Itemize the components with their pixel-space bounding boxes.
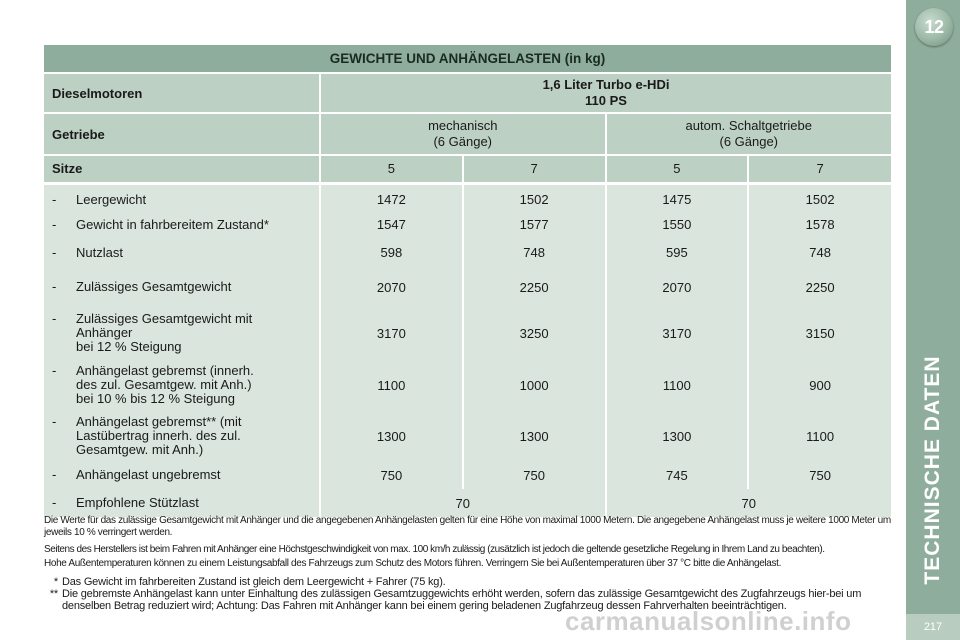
row-label-text — [76, 415, 319, 457]
row-label — [44, 411, 320, 461]
seats-value: 7 — [463, 155, 606, 183]
row-label-line: Anhängelast gebremst (innerh. — [76, 363, 254, 378]
row-label-line: bei 10 % bis 12 % Steigung — [76, 391, 235, 406]
row-label-item — [52, 496, 319, 510]
row-label-item — [52, 246, 319, 260]
row-label — [44, 307, 320, 359]
cell-value: 2070 — [606, 267, 749, 307]
engine-row — [44, 73, 891, 113]
table-title: GEWICHTE UND ANHÄNGELASTEN (in kg) — [44, 45, 891, 73]
row-label-line: Anhänger — [76, 325, 133, 340]
cell-value: 3170 — [320, 307, 463, 359]
cell-value: 1502 — [463, 183, 606, 211]
chapter-title: TECHNISCHE DATEN — [921, 355, 944, 585]
row-label — [44, 211, 320, 238]
cell-value: 1100 — [606, 359, 749, 411]
engine-value-line1: 1,6 Liter Turbo e-HDi — [542, 77, 670, 92]
table-row — [44, 183, 891, 211]
list-dash: - — [52, 311, 57, 326]
engine-label: Dieselmotoren — [44, 73, 320, 113]
cell-value: 70 — [606, 489, 892, 517]
cell-value: 750 — [320, 461, 463, 489]
table-row — [44, 238, 891, 267]
row-label — [44, 267, 320, 307]
row-label-text — [76, 468, 319, 482]
cell-value: 3250 — [463, 307, 606, 359]
table-title-row — [44, 45, 891, 73]
row-label — [44, 359, 320, 411]
row-label-line: Leergewicht — [76, 191, 147, 207]
seats-row — [44, 155, 891, 183]
cell-value: 1577 — [463, 211, 606, 238]
gearbox-row — [44, 113, 891, 155]
cell-value: 750 — [748, 461, 891, 489]
footnote-star-text: Das Gewicht im fahrbereiten Zustand ist gleich dem Leergewicht + Fahrer (75 kg). — [62, 576, 446, 588]
row-label-line: Gesamtgew. mit Anh.) — [76, 442, 204, 457]
list-dash: - — [52, 279, 57, 294]
seats-value: 5 — [320, 155, 463, 183]
cell-value: 2070 — [320, 267, 463, 307]
cell-value: 745 — [606, 461, 749, 489]
table-row — [44, 211, 891, 238]
row-label-line: Zulässiges Gesamtgewicht — [76, 279, 232, 294]
row-label-line: des zul. Gesamtgew. mit Anh.) — [76, 377, 252, 392]
row-label — [44, 461, 320, 489]
table-row — [44, 411, 891, 461]
cell-value: 1578 — [748, 211, 891, 238]
list-dash: - — [52, 414, 57, 429]
cell-value: 1300 — [606, 411, 749, 461]
seats-value: 5 — [606, 155, 749, 183]
cell-value: 1475 — [606, 183, 749, 211]
table-row — [44, 267, 891, 307]
row-label-text — [76, 312, 319, 354]
cell-value: 598 — [320, 238, 463, 267]
row-label-text — [76, 364, 319, 406]
row-label-item — [52, 312, 319, 354]
cell-value: 1547 — [320, 211, 463, 238]
engine-value — [320, 73, 891, 113]
gearbox-manual — [320, 113, 606, 155]
cell-value: 1472 — [320, 183, 463, 211]
gearbox-manual-line1: mechanisch — [428, 118, 498, 133]
gearbox-manual-line2: (6 Gänge) — [433, 134, 493, 149]
row-label-line: Zulässiges Gesamtgewicht mit — [76, 311, 253, 326]
page-number: 217 — [906, 614, 960, 640]
cell-value: 1000 — [463, 359, 606, 411]
cell-value: 2250 — [463, 267, 606, 307]
row-label-item — [52, 415, 319, 457]
list-dash: - — [52, 467, 57, 482]
cell-value: 1502 — [748, 183, 891, 211]
seats-value: 7 — [748, 155, 891, 183]
table-row — [44, 461, 891, 489]
cell-value: 3150 — [748, 307, 891, 359]
cell-value: 750 — [463, 461, 606, 489]
row-label — [44, 489, 320, 517]
cell-value: 2250 — [748, 267, 891, 307]
cell-value: 900 — [748, 359, 891, 411]
cell-value: 1100 — [748, 411, 891, 461]
footnote-altitude: Die Werte für das zulässige Gesamtgewicht mit Anhänger und die angegebenen Anhängelasten gelten für eine Höhe von maximal 1000 Metern. Die angegebene Anhängelast muss je weitere 1000 Meter um jeweils 10 % verringert werden. — [44, 515, 891, 538]
row-label-text: Empfohlene Stützlast — [76, 495, 199, 510]
footnote-double-star-text: Die gebremste Anhängelast kann unter Einhaltung des zulässigen Gesamtzuggewichts erhöht werden, sofern das zulässige Gesamtgewicht des Zugfahrzeugs hier-bei um denselben Betrag reduziert wird; Achtung: Das Fahren mit Anhänger kann bei einem gering beladenen Zugfahrzeug dessen Fahrverhalten beeinträchtigen. — [62, 588, 862, 612]
row-label-item — [52, 280, 319, 294]
row-label-text — [76, 193, 319, 207]
row-label-line: bei 12 % Steigung — [76, 339, 182, 354]
row-label-text — [76, 246, 319, 260]
footnote-temperature: Hohe Außentemperaturen können zu einem Leistungsabfall des Fahrzeugs zum Schutz des Motors führen. Verringern Sie bei Außentemperaturen über 37 °C bitte die Anhängelast. — [44, 558, 781, 569]
row-label-item — [52, 468, 319, 482]
chapter-number: 12 — [924, 16, 944, 37]
table-row — [44, 307, 891, 359]
cell-value: 1550 — [606, 211, 749, 238]
cell-value: 3170 — [606, 307, 749, 359]
seats-label: Sitze — [44, 155, 320, 183]
row-label-line: Anhängelast gebremst** (mit — [76, 414, 242, 429]
gearbox-label: Getriebe — [44, 113, 320, 155]
row-label-line: Nutzlast — [76, 244, 123, 260]
row-label-item — [52, 193, 319, 207]
list-dash: - — [52, 244, 57, 260]
row-label-line: Gewicht in fahrbereitem Zustand* — [76, 216, 269, 232]
gearbox-auto-line2: (6 Gänge) — [719, 134, 779, 149]
row-label-text — [76, 218, 319, 232]
footnote-star — [44, 576, 894, 588]
row-label-item — [52, 218, 319, 232]
watermark: carmanualsonline.info — [565, 606, 852, 636]
chapter-number-badge — [915, 8, 953, 46]
list-dash: - — [52, 363, 57, 378]
cell-value: 1300 — [320, 411, 463, 461]
gearbox-auto — [606, 113, 892, 155]
list-dash: - — [52, 495, 57, 510]
table-row — [44, 489, 891, 517]
footnote-speed: Seitens des Herstellers ist beim Fahren mit Anhänger eine Höchstgeschwindigkeit von max. 100 km/h zulässig (zusätzlich ist jedoch die geltende gesetzliche Regelung in Ihrem Land zu beachten). — [44, 544, 825, 555]
footnote-star-mark: * — [53, 576, 58, 588]
list-dash: - — [52, 191, 57, 207]
cell-value: 1100 — [320, 359, 463, 411]
row-label-line: Lastübertrag innerh. des zul. — [76, 428, 241, 443]
cell-value: 748 — [463, 238, 606, 267]
footnote-double-star-mark: ** — [49, 588, 58, 600]
cell-value: 70 — [320, 489, 606, 517]
row-label-line: Anhängelast ungebremst — [76, 467, 221, 482]
gearbox-auto-line1: autom. Schaltgetriebe — [685, 118, 812, 133]
cell-value: 1300 — [463, 411, 606, 461]
row-label-item — [52, 364, 319, 406]
cell-value: 595 — [606, 238, 749, 267]
table-row — [44, 359, 891, 411]
weights-table-container — [44, 45, 891, 517]
row-label — [44, 238, 320, 267]
row-label-text — [76, 280, 319, 294]
engine-value-line2: 110 PS — [585, 93, 627, 108]
cell-value: 748 — [748, 238, 891, 267]
list-dash: - — [52, 216, 57, 232]
weights-table — [44, 45, 891, 517]
row-label — [44, 183, 320, 211]
